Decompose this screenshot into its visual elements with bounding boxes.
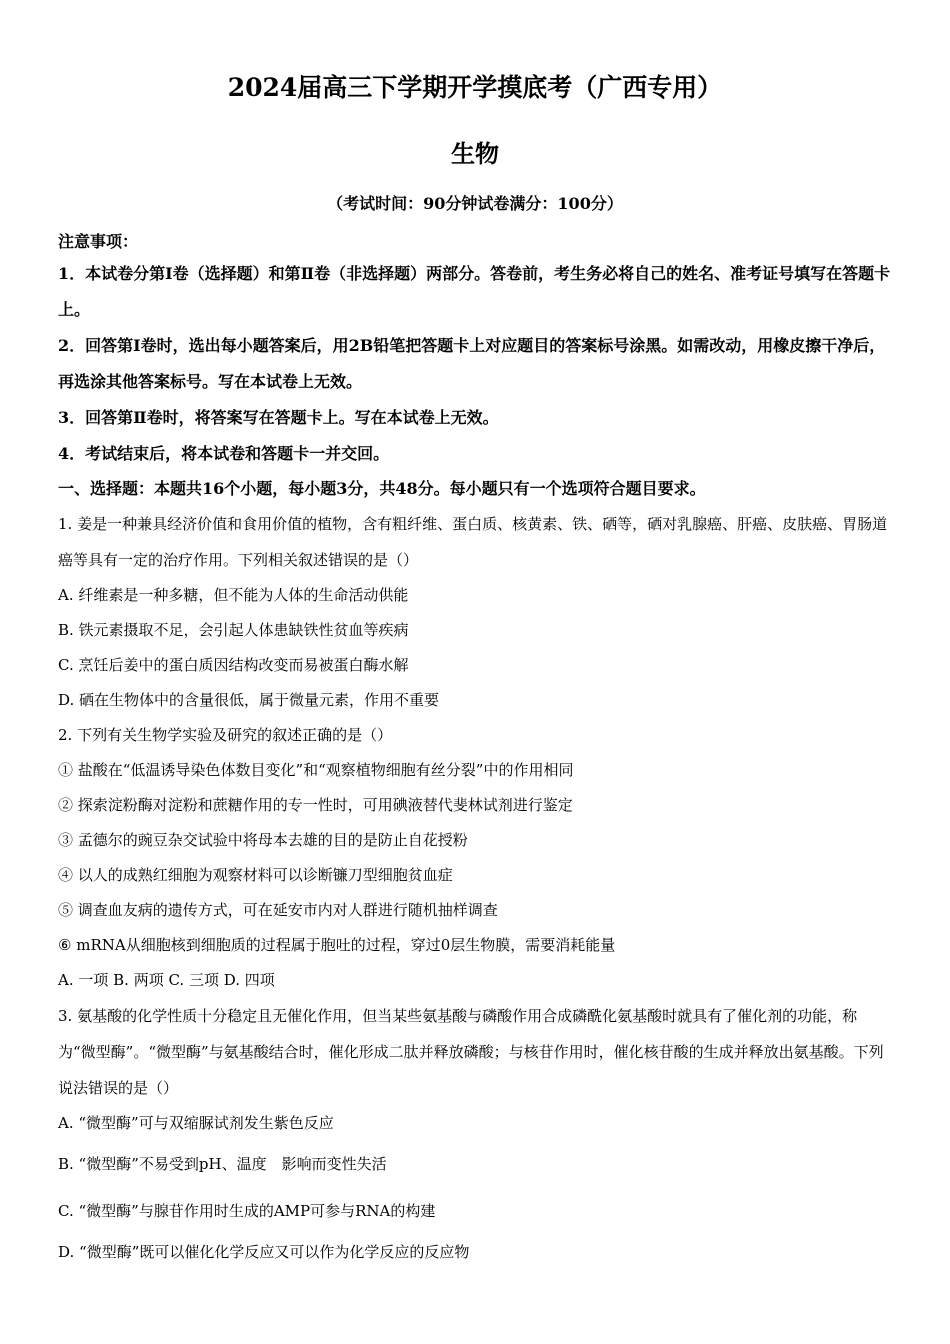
question-1 [58,506,893,718]
question-2-stem: 2. 下列有关生物学实验及研究的叙述正确的是（） [58,726,393,744]
question-2-statement-3: ③ 孟德尔的豌豆杂交试验中将母本去雄的目的是防止自花授粉 [58,831,468,849]
question-1-option-a: A. 纤维素是一种多糖，但不能为人体的生命活动供能 [58,586,409,604]
question-1-option-b: B. 铁元素摄取不足，会引起人体患缺铁性贫血等疾病 [58,621,409,639]
exam-title: 2024届高三下学期开学摸底考（广西专用） [227,73,723,102]
question-3-option-d: D. “微型酶”既可以催化化学反应又可以作为化学反应的反应物 [58,1243,470,1261]
question-2-statement-1: ① 盐酸在“低温诱导染色体数目变化”和“观察植物细胞有丝分裂”中的作用相同 [58,761,574,779]
notice-item-1: 1．本试卷分第Ⅰ卷（选择题）和第Ⅱ卷（非选择题）两部分。答卷前，考生务必将自己的姓名、准考证号填写在答题卡上。 [58,264,891,319]
notice-item-3: 3．回答第Ⅱ卷时，将答案写在答题卡上。写在本试卷上无效。 [58,408,499,427]
question-3-option-c: C. “微型酶”与腺苷作用时生成的AMP可参与RNA的构建 [58,1202,436,1220]
question-2-statement-2: ② 探索淀粉酶对淀粉和蔗糖作用的专一性时，可用碘液替代斐林试剂进行鉴定 [58,796,573,814]
question-1-option-c: C. 烹饪后姜中的蛋白质因结构改变而易被蛋白酶水解 [58,656,409,674]
question-3-stem: 3. 氨基酸的化学性质十分稳定且无催化作用，但当某些氨基酸与磷酸作用合成磷酰化氨基酸时就具有了催化剂的功能，称为“微型酶”。“微型酶”与氨基酸结合时，催化形成二肽并释放磷酸；与核苷作用时，催化核苷酸的生成并释放出氨基酸。下列说法错误的是（） [58,1007,884,1097]
question-3 [58,998,893,1270]
question-2 [58,718,893,998]
section-heading: 一、选择题：本题共16个小题，每小题3分，共48分。每小题只有一个选项符合题目要求。 [58,479,706,498]
question-3-option-b: B. “微型酶”不易受到pH、温度 影响而变性失活 [58,1155,387,1173]
exam-time-score: （考试时间：90分钟试卷满分：100分） [327,194,623,213]
exam-content [58,228,893,1270]
question-2-statement-4: ④ 以人的成熟红细胞为观察材料可以诊断镰刀型细胞贫血症 [58,866,453,884]
notice-heading: 注意事项： [58,232,139,251]
question-1-stem: 1. 姜是一种兼具经济价值和食用价值的植物，含有粗纤维、蛋白质、核黄素、铁、硒等，硒对乳腺癌、肝癌、皮肤癌、胃肠道癌等具有一定的治疗作用。下列相关叙述错误的是（） [58,515,888,569]
question-3-option-a: A. “微型酶”可与双缩脲试剂发生紫色反应 [58,1114,334,1132]
subject-title: 生物 [451,139,499,168]
question-2-options: A. 一项 B. 两项 C. 三项 D. 四项 [58,971,275,989]
notice-item-4: 4．考试结束后，将本试卷和答题卡一并交回。 [58,444,390,463]
notice-item-2: 2．回答第Ⅰ卷时，选出每小题答案后，用2B铅笔把答题卡上对应题目的答案标号涂黑。如需改动，用橡皮擦干净后，再选涂其他答案标号。写在本试卷上无效。 [58,336,886,391]
question-1-option-d: D. 硒在生物体中的含量很低，属于微量元素，作用不重要 [58,691,440,709]
question-2-statement-6: ⑥ mRNA从细胞核到细胞质的过程属于胞吐的过程，穿过0层生物膜，需要消耗能量 [58,936,616,954]
question-2-statement-5: ⑤ 调查血友病的遗传方式，可在延安市内对人群进行随机抽样调查 [58,901,498,919]
